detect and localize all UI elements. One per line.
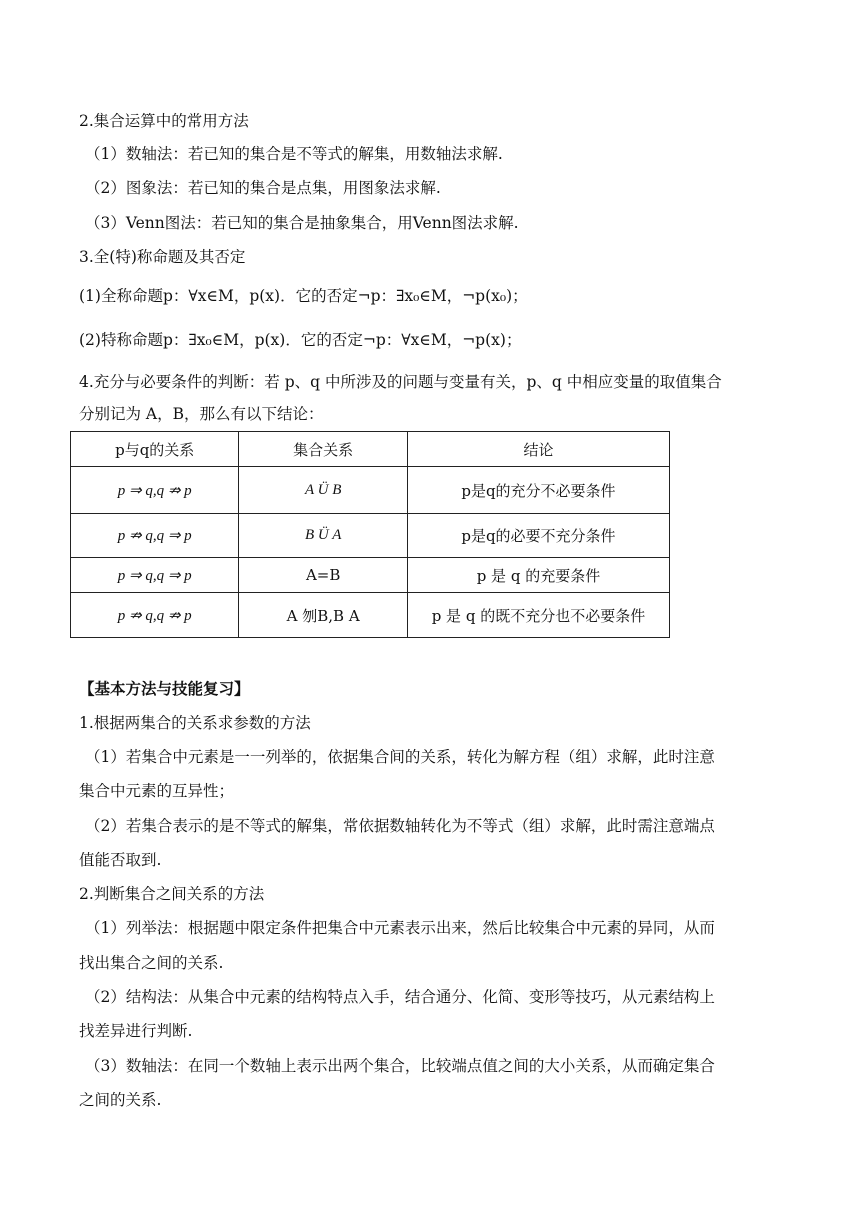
table-header: 集合关系 [239, 432, 407, 467]
review-s2-item2-b: 找差异进行判断. [79, 1022, 193, 1040]
section4-line-1: 4.充分与必要条件的判断：若 p、q 中所涉及的问题与变量有关，p、q 中相应变量的取值集合 [79, 373, 722, 391]
universal-proposition: (1)全称命题p：∀x∈M，p(x)．它的否定¬p：∃x₀∈M，¬p(x₀)； [79, 287, 528, 305]
table-cell: A=B [239, 558, 407, 593]
existential-proposition: (2)特称命题p：∃x₀∈M，p(x)．它的否定¬p：∀x∈M，¬p(x)； [79, 331, 522, 349]
table-row [71, 467, 670, 514]
table-cell: p 是 q 的既不充分也不必要条件 [407, 593, 669, 638]
review-s1-item2-b: 值能否取到. [79, 851, 162, 869]
section4-line-2: 分别记为 A，B，那么有以下结论： [79, 405, 324, 423]
section2-item-2: （2）图象法：若已知的集合是点集，用图象法求解. [85, 179, 441, 197]
review-s1-heading: 1.根据两集合的关系求参数的方法 [79, 714, 311, 732]
section2-item-3: （3）Venn图法：若已知的集合是抽象集合，用Venn图法求解. [85, 214, 519, 232]
table-row [71, 558, 670, 593]
table-row [71, 514, 670, 558]
table-cell: p是q的充分不必要条件 [407, 467, 669, 514]
table-header-row [71, 432, 670, 467]
section2-heading: 2.集合运算中的常用方法 [79, 112, 249, 130]
review-s2-item2-a: （2）结构法：从集合中元素的结构特点入手，结合通分、化简、变形等技巧，从元素结构上 [85, 988, 715, 1006]
table-row [71, 593, 670, 638]
table-cell: p ⇒ q,q ⇒ p [71, 558, 239, 593]
table-cell: p是q的必要不充分条件 [407, 514, 669, 558]
table-header: p与q的关系 [71, 432, 239, 467]
review-s1-item1-a: （1）若集合中元素是一一列举的，依据集合间的关系，转化为解方程（组）求解，此时注意 [85, 748, 715, 766]
table-cell: p ⇏ q,q ⇒ p [71, 514, 239, 558]
table-header: 结论 [407, 432, 669, 467]
table-cell: p ⇒ q,q ⇏ p [71, 467, 239, 514]
table-cell: B Ü A [239, 514, 407, 558]
review-s2-item1-b: 找出集合之间的关系. [79, 954, 224, 972]
table-cell: p 是 q 的充要条件 [407, 558, 669, 593]
condition-table [70, 431, 670, 638]
table-cell: A 刎B,B A [239, 593, 407, 638]
review-s2-item3-a: （3）数轴法：在同一个数轴上表示出两个集合，比较端点值之间的大小关系，从而确定集合 [85, 1057, 715, 1075]
table-cell: A Ü B [239, 467, 407, 514]
review-s2-item3-b: 之间的关系. [79, 1091, 162, 1109]
review-s1-item2-a: （2）若集合表示的是不等式的解集，常依据数轴转化为不等式（组）求解，此时需注意端点 [85, 817, 715, 835]
review-s2-item1-a: （1）列举法：根据题中限定条件把集合中元素表示出来，然后比较集合中元素的异同，从而 [85, 919, 715, 937]
section2-item-1: （1）数轴法：若已知的集合是不等式的解集，用数轴法求解. [85, 145, 503, 163]
review-s2-heading: 2.判断集合之间关系的方法 [79, 885, 265, 903]
table-cell: p ⇏ q,q ⇏ p [71, 593, 239, 638]
review-s1-item1-b: 集合中元素的互异性； [79, 782, 235, 800]
review-title: 【基本方法与技能复习】 [79, 679, 250, 698]
section3-heading: 3.全(特)称命题及其否定 [79, 248, 246, 266]
